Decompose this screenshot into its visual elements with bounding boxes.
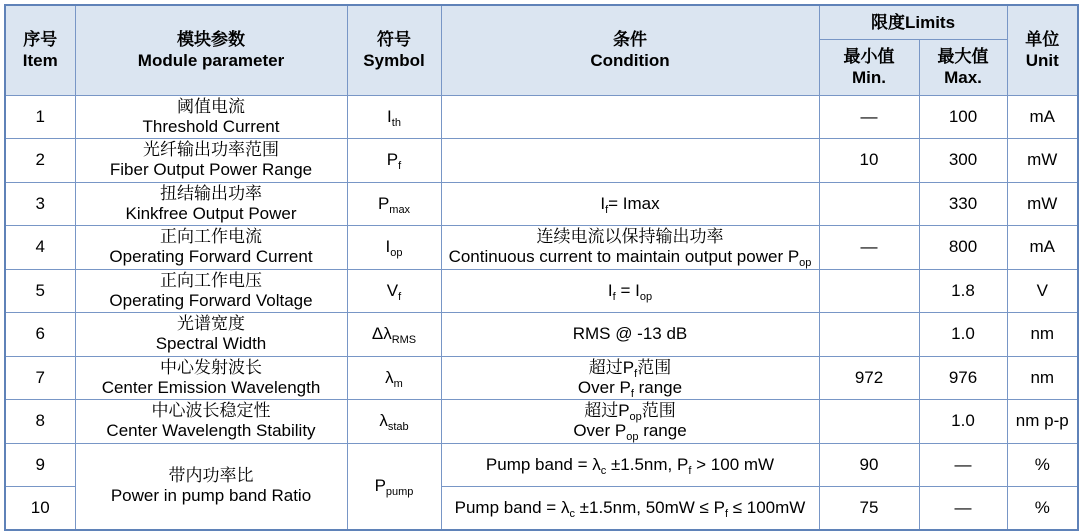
item-number: 5 xyxy=(5,269,75,313)
condition-cell xyxy=(441,400,819,444)
condition-en xyxy=(444,421,817,441)
symbol-subscript: th xyxy=(391,116,401,129)
condition-text: I xyxy=(600,193,606,213)
min-value xyxy=(819,182,919,226)
symbol-cell xyxy=(347,226,441,270)
header-min-zh: 最小值 xyxy=(843,47,895,66)
specification-table xyxy=(4,4,1079,531)
max-value: 330 xyxy=(919,182,1007,226)
parameter-en: Fiber Output Power Range xyxy=(109,160,313,180)
max-value: 1.0 xyxy=(919,400,1007,444)
header-unit xyxy=(1007,5,1078,95)
condition-zh xyxy=(444,401,817,424)
symbol-subscript: RMS xyxy=(391,334,417,347)
parameter-cell xyxy=(75,182,347,226)
header-item-en: Item xyxy=(22,51,58,71)
symbol-base: λ xyxy=(379,411,388,431)
min-value: 972 xyxy=(819,356,919,400)
parameter-zh: 中心波长稳定性 xyxy=(151,401,271,421)
parameter-en: Spectral Width xyxy=(155,334,267,354)
condition-subscript: op xyxy=(626,431,639,443)
symbol-cell xyxy=(347,400,441,444)
condition-subscript: f xyxy=(630,387,634,400)
parameter-cell xyxy=(75,139,347,183)
parameter-cell xyxy=(75,95,347,139)
condition-text: ≤ 100mW xyxy=(728,498,806,517)
condition-text: I xyxy=(607,280,613,300)
header-row xyxy=(5,5,1078,39)
item-number: 8 xyxy=(5,400,75,444)
unit-value: nm xyxy=(1007,313,1078,357)
symbol-subscript: op xyxy=(390,247,403,260)
symbol-base: λ xyxy=(385,367,394,387)
parameter-en: Operating Forward Current xyxy=(109,247,313,267)
unit-value: nm xyxy=(1007,356,1078,400)
table-row xyxy=(5,95,1078,139)
header-symbol-en: Symbol xyxy=(363,51,425,71)
condition-cell xyxy=(441,95,819,139)
unit-value: mA xyxy=(1007,226,1078,270)
condition-text: 超过P xyxy=(584,401,630,421)
parameter-zh: 光纤输出功率范围 xyxy=(143,140,279,160)
symbol-subscript: m xyxy=(393,377,403,390)
condition-text: range xyxy=(638,421,687,441)
condition-subscript: op xyxy=(799,257,812,269)
table-row xyxy=(5,443,1078,487)
header-condition-en: Condition xyxy=(590,51,670,71)
symbol-base: P xyxy=(386,150,399,170)
condition-text: = Imax xyxy=(608,193,660,213)
symbol-base: P xyxy=(377,193,390,213)
condition-text: ±1.5nm, P xyxy=(606,454,689,474)
max-value: 1.0 xyxy=(919,313,1007,357)
condition-text: range xyxy=(633,377,683,397)
condition-cell xyxy=(441,139,819,183)
unit-value: mW xyxy=(1007,182,1078,226)
parameter-zh: 正向工作电压 xyxy=(160,270,262,290)
min-value: — xyxy=(819,95,919,139)
parameter-en: Power in pump band Ratio xyxy=(110,486,312,506)
parameter-zh: 扭结输出功率 xyxy=(160,183,262,203)
parameter-zh: 光谱宽度 xyxy=(177,314,245,334)
unit-value: nm p-p xyxy=(1007,400,1078,444)
condition-text: ±1.5nm, 50mW ≤ P xyxy=(574,498,725,517)
header-limits: 限度Limits xyxy=(819,5,1007,39)
symbol-base: I xyxy=(387,106,392,126)
parameter-en: Center Wavelength Stability xyxy=(106,421,316,441)
condition-subscript: op xyxy=(639,290,653,303)
table-row xyxy=(5,356,1078,400)
max-value: 300 xyxy=(919,139,1007,183)
condition-text: Pump band = λ xyxy=(485,454,601,474)
header-symbol-zh: 符号 xyxy=(377,30,411,50)
condition-cell xyxy=(441,269,819,313)
parameter-zh: 中心发射波长 xyxy=(160,357,262,377)
item-number: 9 xyxy=(5,443,75,487)
parameter-zh: 正向工作电流 xyxy=(160,227,262,247)
table-row xyxy=(5,313,1078,357)
condition-text: = I xyxy=(615,280,640,300)
parameter-cell xyxy=(75,313,347,357)
condition-cell xyxy=(441,182,819,226)
condition-en xyxy=(444,378,817,398)
symbol-cell xyxy=(347,269,441,313)
condition-zh: 连续电流以保持输出功率 xyxy=(536,227,724,247)
condition-text: > 100 mW xyxy=(691,454,775,474)
symbol-base: V xyxy=(386,280,399,300)
parameter-cell xyxy=(75,269,347,313)
condition-cell xyxy=(441,226,819,270)
unit-value: mW xyxy=(1007,139,1078,183)
condition-subscript: f xyxy=(612,290,616,303)
symbol-cell xyxy=(347,139,441,183)
parameter-cell xyxy=(75,356,347,400)
parameter-cell xyxy=(75,443,347,530)
header-item xyxy=(5,5,75,95)
condition-cell xyxy=(441,443,819,487)
condition-cell: RMS @ -13 dB xyxy=(441,313,819,357)
symbol-subscript: pump xyxy=(385,486,414,499)
item-number: 4 xyxy=(5,226,75,270)
header-unit-en: Unit xyxy=(1025,51,1059,71)
condition-text: Over P xyxy=(573,421,627,441)
header-min xyxy=(819,39,919,95)
item-number: 1 xyxy=(5,95,75,139)
header-symbol xyxy=(347,5,441,95)
item-number: 10 xyxy=(5,487,75,531)
table-row xyxy=(5,400,1078,444)
parameter-en: Kinkfree Output Power xyxy=(125,203,297,223)
min-value: 75 xyxy=(819,487,919,531)
symbol-cell xyxy=(347,443,441,530)
symbol-cell xyxy=(347,356,441,400)
min-value: — xyxy=(819,226,919,270)
unit-value: % xyxy=(1007,443,1078,487)
condition-text: Pump band = λ xyxy=(454,498,570,517)
symbol-base: I xyxy=(385,237,391,257)
symbol-subscript: f xyxy=(398,290,402,303)
header-unit-zh: 单位 xyxy=(1025,30,1060,50)
condition-en xyxy=(444,247,817,267)
header-min-en: Min. xyxy=(852,68,886,87)
min-value xyxy=(819,269,919,313)
header-item-zh: 序号 xyxy=(23,30,58,50)
table-row xyxy=(5,182,1078,226)
symbol-cell xyxy=(347,95,441,139)
condition-text: Continuous current to maintain output power P xyxy=(448,247,800,267)
symbol-cell xyxy=(347,182,441,226)
header-condition xyxy=(441,5,819,95)
min-value xyxy=(819,400,919,444)
condition-cell xyxy=(441,487,819,531)
condition-text: Over P xyxy=(577,377,631,397)
header-parameter-en: Module parameter xyxy=(137,51,285,71)
condition-subscript: f xyxy=(605,203,609,216)
header-parameter-zh: 模块参数 xyxy=(177,30,245,50)
condition-text: 超过P xyxy=(588,357,635,377)
header-max-en: Max. xyxy=(944,68,982,87)
condition-subscript: f xyxy=(724,508,728,520)
condition-text: 范围 xyxy=(637,357,672,377)
symbol-base: Δλ xyxy=(371,324,392,344)
item-number: 7 xyxy=(5,356,75,400)
unit-value: % xyxy=(1007,487,1078,531)
header-max-zh: 最大值 xyxy=(937,47,989,66)
symbol-subscript: f xyxy=(398,160,402,173)
max-value: 100 xyxy=(919,95,1007,139)
header-parameter xyxy=(75,5,347,95)
min-value xyxy=(819,313,919,357)
condition-cell xyxy=(441,356,819,400)
table-row xyxy=(5,226,1078,270)
max-value: — xyxy=(919,487,1007,531)
item-number: 3 xyxy=(5,182,75,226)
unit-value: mA xyxy=(1007,95,1078,139)
condition-subscript: c xyxy=(569,508,575,520)
table-header xyxy=(5,5,1078,95)
header-condition-zh: 条件 xyxy=(613,30,647,50)
condition-subscript: op xyxy=(629,411,642,424)
item-number: 2 xyxy=(5,139,75,183)
table-row xyxy=(5,269,1078,313)
condition-subscript: c xyxy=(600,464,607,477)
parameter-zh: 带内功率比 xyxy=(168,466,254,486)
max-value: 976 xyxy=(919,356,1007,400)
condition-subscript: f xyxy=(634,367,638,380)
parameter-cell xyxy=(75,226,347,270)
parameter-en: Threshold Current xyxy=(142,116,280,136)
parameter-zh: 阈值电流 xyxy=(177,96,245,116)
min-value: 10 xyxy=(819,139,919,183)
item-number: 6 xyxy=(5,313,75,357)
table-body xyxy=(5,95,1078,530)
table-row xyxy=(5,139,1078,183)
condition-subscript: f xyxy=(688,464,692,477)
condition-zh xyxy=(444,358,817,378)
condition-text: 范围 xyxy=(641,401,676,421)
max-value: — xyxy=(919,443,1007,487)
parameter-en: Center Emission Wavelength xyxy=(101,377,321,397)
unit-value: V xyxy=(1007,269,1078,313)
max-value: 1.8 xyxy=(919,269,1007,313)
symbol-base: P xyxy=(374,476,386,496)
symbol-cell xyxy=(347,313,441,357)
parameter-cell xyxy=(75,400,347,444)
max-value: 800 xyxy=(919,226,1007,270)
parameter-en: Operating Forward Voltage xyxy=(109,290,313,310)
min-value: 90 xyxy=(819,443,919,487)
symbol-subscript: max xyxy=(389,203,411,216)
symbol-subscript: stab xyxy=(387,421,409,434)
header-max xyxy=(919,39,1007,95)
